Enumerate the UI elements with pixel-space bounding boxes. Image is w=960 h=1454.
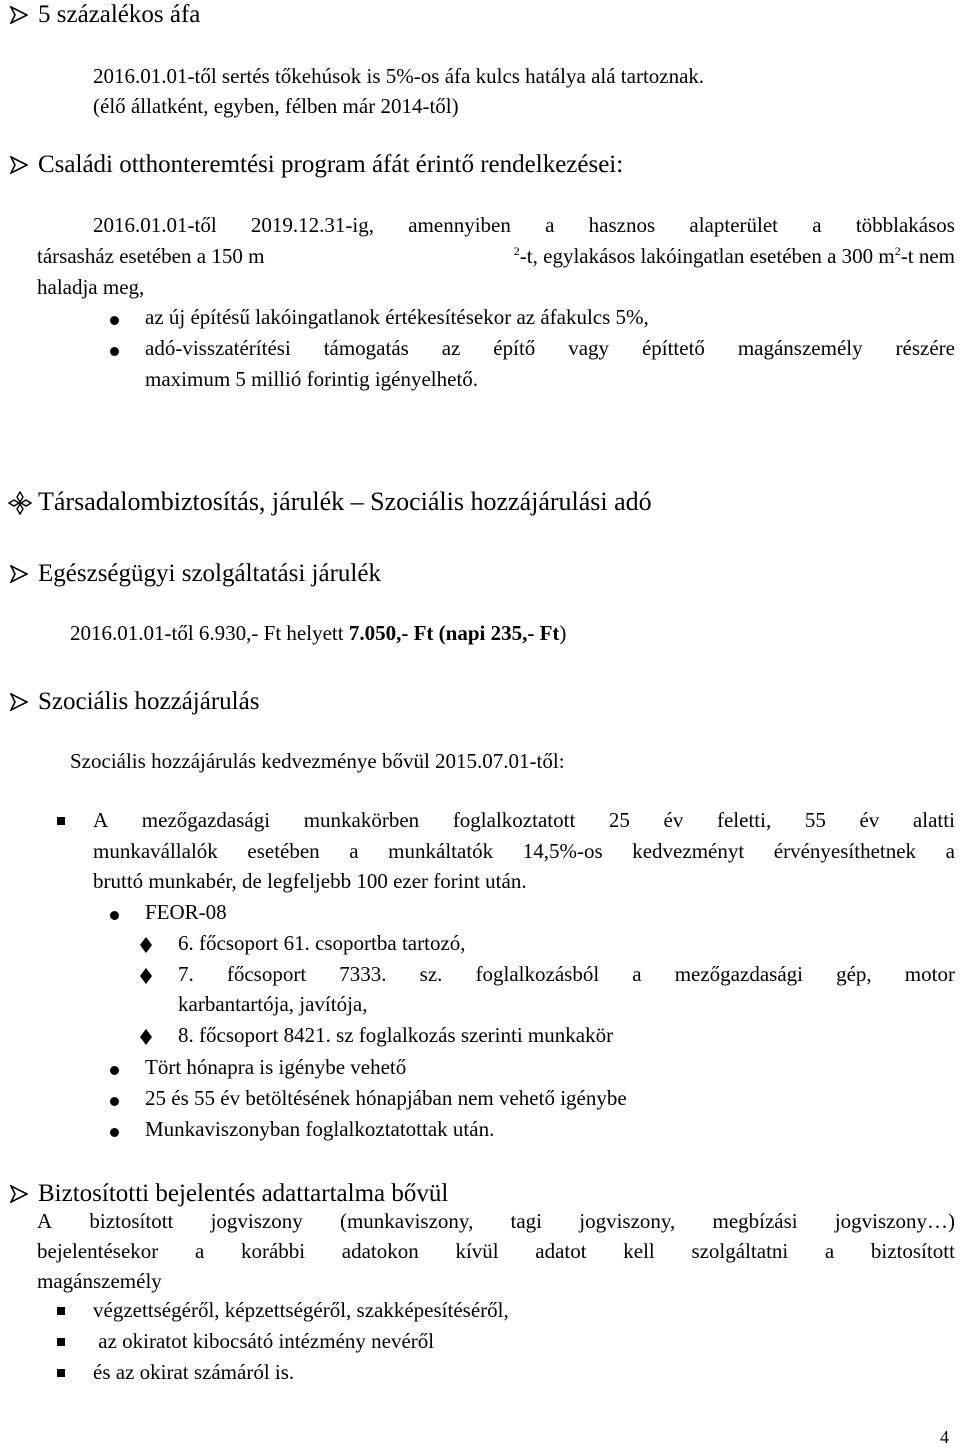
szocialis-bullet-4: Munkaviszonyban foglalkoztatottak után. (145, 1117, 495, 1141)
feor-item-3: 8. főcsoport 8421. sz foglalkozás szerinti munkakör (178, 1023, 614, 1047)
feor-item-2-line-2: karbantartója, javítója, (178, 992, 368, 1016)
heading-afa: 5 százalékos áfa (38, 1, 201, 28)
egeszsegugyi-rate: 2016.01.01-től 6.930,- Ft helyett 7.050,- Ft (napi 235,- Ft) (70, 621, 567, 645)
feor-label: FEOR-08 (145, 900, 227, 924)
szocialis-bullet-3: 25 és 55 év betöltésének hónapjában nem vehető igénybe (145, 1086, 627, 1110)
round-bullet-icon (110, 1066, 119, 1075)
round-bullet-icon (110, 911, 119, 920)
diamond-bullet-icon (8, 491, 32, 521)
heading-biztositotti: Biztosítotti bejelentés adattartalma bővül (38, 1180, 449, 1207)
biztositotti-item-3: és az okirat számáról is. (93, 1360, 295, 1384)
csaladi-bullet-2-line-1: adó-visszatérítési támogatás az építő vagy építtető magánszemély részére (145, 336, 955, 360)
round-bullet-icon (110, 347, 119, 356)
arrow-bullet-icon (10, 693, 28, 711)
square-bullet-icon (57, 1307, 65, 1315)
csaladi-para-line-2: társasház esetében a 150 m $^2$-t, egylakásos lakóingatlan esetében a 300 $m^2-t$ nem (37, 244, 955, 268)
heading-csaladi: Családi otthonteremtési program áfát érintő rendelkezései: (38, 151, 624, 178)
csaladi-bullet-2-line-2: maximum 5 millió forintig igényelhető. (145, 367, 479, 391)
biztositotti-para-line-2: bejelentésekor a korábbi adatokon kívül adatot kell szolgáltatni a biztosított (37, 1239, 955, 1263)
szocialis-para-line-1: A mezőgazdasági munkakörben foglalkoztatott 25 év feletti, 55 év alatti (93, 808, 955, 832)
arrow-bullet-icon (10, 565, 28, 583)
afa-line-1: 2016.01.01-től sertés tőkehúsok is 5%-os áfa kulcs hatálya alá tartoznak. (93, 64, 705, 88)
diamond-small-icon (140, 965, 152, 990)
szocialis-subheading: Szociális hozzájárulás kedvezménye bővül 2015.07.01-től: (70, 749, 565, 773)
round-bullet-icon (110, 1128, 119, 1137)
arrow-bullet-icon (10, 1185, 28, 1203)
square-bullet-icon (57, 1369, 65, 1377)
heading-egeszsegugyi: Egészségügyi szolgáltatási járulék (38, 560, 381, 587)
heading-tarsadalombiztositas: Társadalombiztosítás, járulék – Szociális hozzájárulási adó (38, 487, 652, 516)
square-bullet-icon (57, 817, 65, 825)
heading-szocialis: Szociális hozzájárulás (38, 688, 260, 715)
biztositotti-para-line-3: magánszemély (37, 1269, 162, 1293)
biztositotti-para-line-1: A biztosított jogviszony (munkaviszony, tagi jogviszony, megbízási jogviszony…) (37, 1209, 955, 1233)
round-bullet-icon (110, 1097, 119, 1106)
szocialis-bullet-2: Tört hónapra is igénybe vehető (145, 1055, 407, 1079)
biztositotti-item-1: végzettségéről, képzettségéről, szakképesítéséről, (93, 1298, 509, 1322)
csaladi-para-line-1: 2016.01.01-től 2019.12.31-ig, amennyiben a hasznos alapterület a többlakásos (93, 213, 955, 237)
szocialis-para-line-3: bruttó munkabér, de legfeljebb 100 ezer forint után. (93, 869, 527, 893)
csaladi-para-line-3: haladja meg, (37, 275, 145, 299)
arrow-bullet-icon (10, 6, 28, 24)
feor-item-1: 6. főcsoport 61. csoportba tartozó, (178, 931, 466, 955)
csaladi-bullet-1: az új építésű lakóingatlanok értékesítésekor az áfakulcs 5%, (145, 305, 649, 329)
square-bullet-icon (57, 1338, 65, 1346)
szocialis-para-line-2: munkavállalók esetében a munkáltatók 14,5%-os kedvezményt érvényesíthetnek a (93, 839, 955, 863)
biztositotti-item-2: az okiratot kibocsátó intézmény nevéről (93, 1329, 435, 1353)
afa-line-2: (élő állatként, egyben, félben már 2014-től) (93, 94, 459, 118)
round-bullet-icon (110, 316, 119, 325)
diamond-small-icon (140, 1026, 152, 1051)
feor-item-2-line-1: 7. főcsoport 7333. sz. foglalkozásból a mezőgazdasági gép, motor (178, 962, 955, 986)
diamond-small-icon (140, 934, 152, 959)
arrow-bullet-icon (10, 156, 28, 174)
page-number: 4 (940, 1427, 949, 1447)
